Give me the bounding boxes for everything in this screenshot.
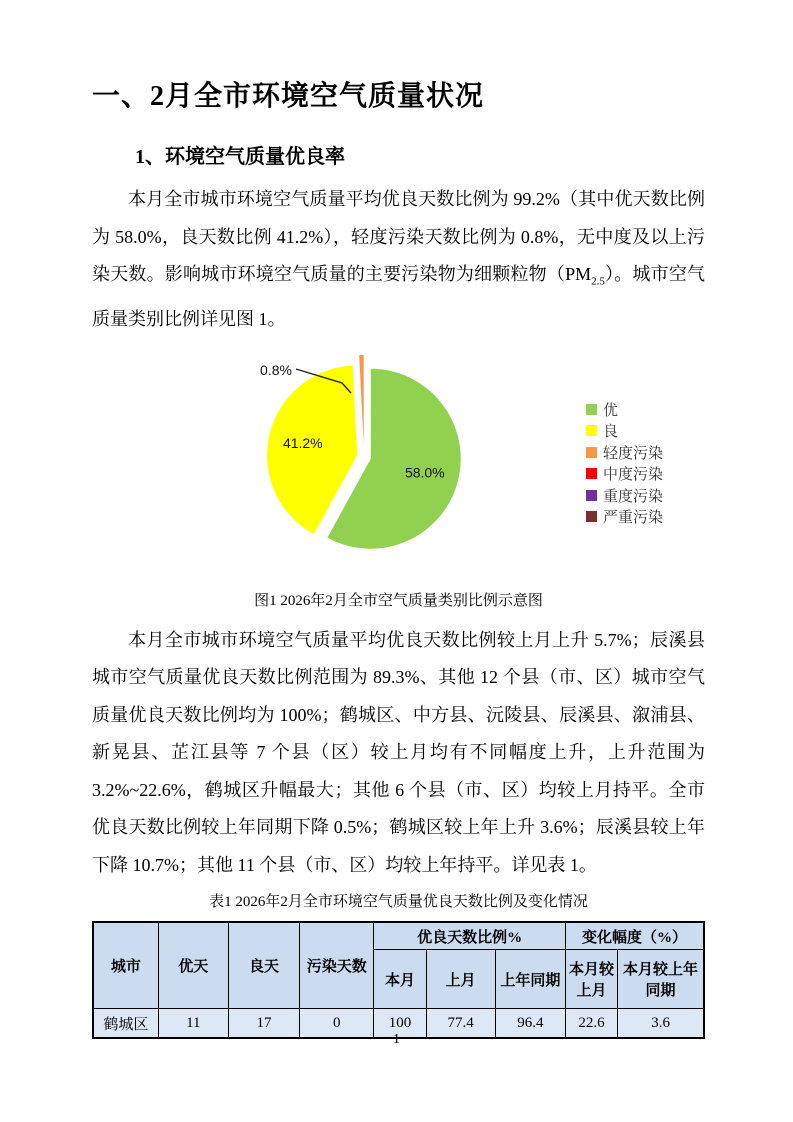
cell-ratio-last-month: 77.4 (426, 1009, 495, 1039)
legend-item-0 (586, 399, 663, 421)
pie-label-0: 58.0% (404, 464, 445, 481)
legend-swatch-icon (586, 425, 597, 436)
cell-good-days: 17 (228, 1009, 299, 1039)
group-header-change: 变化幅度（%） (565, 922, 704, 950)
paragraph-1-text-end: ）。城市空气质量类别比例详见图 1。 (92, 264, 706, 330)
pie-label-1: 41.2% (282, 434, 323, 451)
sub-header-vs-last-year: 本月较上年同期 (618, 950, 704, 1009)
col-header-city: 城市 (93, 922, 158, 1009)
col-header-excellent-days: 优天 (158, 922, 228, 1009)
legend-swatch-icon (586, 490, 597, 501)
col-header-polluted-days: 污染天数 (300, 922, 374, 1009)
group-header-ratio: 优良天数比例% (374, 922, 566, 950)
cell-excellent-days: 11 (158, 1009, 228, 1039)
pie-label-light-pollution: 0.8% (260, 361, 292, 378)
pie-slice-2 (359, 355, 364, 445)
cell-change-vs-last-year: 3.6 (618, 1009, 704, 1039)
air-quality-table (92, 921, 705, 1039)
cell-polluted-days: 0 (300, 1009, 374, 1039)
sub-header-last-month: 上月 (426, 950, 495, 1009)
paragraph-2: 本月全市城市环境空气质量平均优良天数比例较上月上升 5.7%；辰溪县城市空气质量优良天数比例范围为 89.3%、其他 12 个县（市、区）城市空气质量优良天数比例均为 100%；鹤城区、中方县、沅陵县、辰溪县、溆浦县、新晃县、芷江县等 7 个县（区）较上月均有不同幅度上升，上升范围为 3.2%~22.6%，鹤城区升幅最大；其他 6 个县（市、区）均较上月持平。全市优良天数比例较上年同期下降 0.5%；鹤城区较上年上升 3.6%；辰溪县较上年下降 10.7%；其他 11 个县（市、区）均较上年持平。详见表 1。 (92, 629, 705, 875)
legend-label: 严重污染 (603, 509, 664, 527)
legend-swatch-icon (586, 511, 597, 522)
legend-item-5 (586, 506, 663, 528)
paragraph-1 (92, 181, 705, 339)
pm25-subscript: 2.5 (591, 275, 605, 288)
sub-heading: 1、环境空气质量优良率 (135, 146, 345, 168)
paragraph-1-text: 本月全市城市环境空气质量平均优良天数比例为 99.2%（其中优天数比例为 58.0%，良天数比例 41.2%），轻度污染天数比例为 0.8%，无中度及以上污染天数。影响城市环境空气质量的主要污染物为细颗粒物（PM (92, 189, 705, 284)
cell-city: 鹤城区 (93, 1009, 158, 1039)
legend-label: 优 (603, 401, 619, 419)
pie-slices (267, 355, 461, 549)
page-number: 1 (393, 1032, 400, 1047)
pie-chart (230, 355, 700, 569)
legend-swatch-icon (586, 447, 597, 458)
legend-swatch-icon (586, 468, 597, 479)
cell-ratio-this-month: 100 (374, 1009, 426, 1039)
cell-ratio-last-year: 96.4 (495, 1009, 565, 1039)
cell-change-vs-last-month: 22.6 (565, 1009, 617, 1039)
legend-swatch-icon (586, 404, 597, 415)
legend-item-4 (586, 485, 663, 507)
chart-legend (586, 399, 663, 528)
figure-caption: 图1 2026年2月全市空气质量类别比例示意图 (254, 592, 543, 609)
sub-header-vs-last-month: 本月较上月 (565, 950, 617, 1009)
document-content (0, 74, 793, 1039)
legend-label: 重度污染 (603, 487, 664, 505)
legend-item-1 (586, 420, 663, 442)
table-caption: 表1 2026年2月全市环境空气质量优良天数比例及变化情况 (209, 894, 588, 911)
legend-item-3 (586, 463, 663, 485)
section-heading: 一、2月全市环境空气质量状况 (92, 81, 485, 112)
sub-header-last-year: 上年同期 (495, 950, 565, 1009)
legend-label: 中度污染 (603, 466, 664, 484)
legend-label: 轻度污染 (603, 444, 664, 462)
legend-item-2 (586, 442, 663, 464)
col-header-good-days: 良天 (228, 922, 299, 1009)
legend-label: 良 (603, 423, 619, 441)
sub-header-this-month: 本月 (374, 950, 426, 1009)
